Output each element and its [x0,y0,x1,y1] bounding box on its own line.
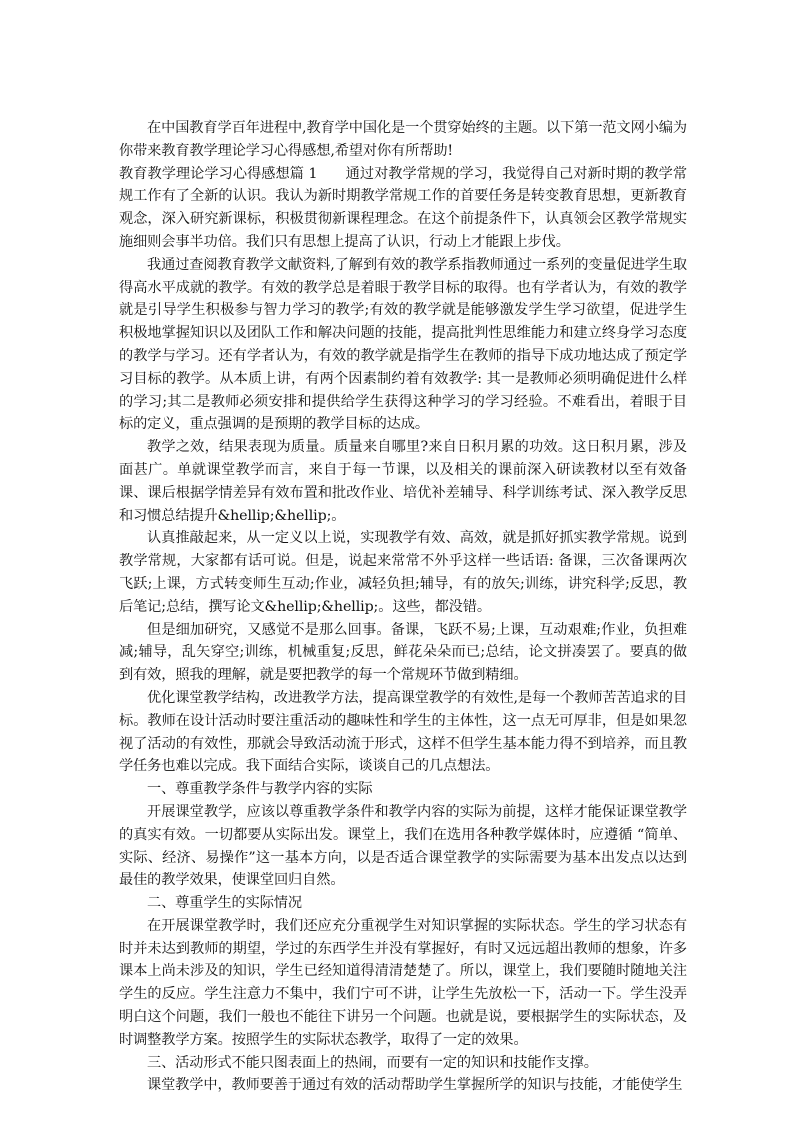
paragraph-2: 我通过查阅教育教学文献资料,了解到有效的教学系指教师通过一系列的变量促进学生取得高水平成就的教学。有效的教学总是着眼于教学目标的取得。也有学者认为，有效的教学就是引导学生积极参与智力学习的教学;有效的教学就是能够激发学生学习欲望，促进学生积极地掌握知识以及团队工作和解决问题的技能，提高批判性思维能力和建立终身学习态度的教学与学习。还有学者认为，有效的教学就是指学生在教师的指导下成功地达成了预定学习目标的教学。从本质上讲，有两个因素制约着有效教学: 其一是教师必须明确促进什么样的学习;其二是教师必须安排和提供给学生获得这种学习的学习经验。不难看出，着眼于目标的定义，重点强调的是预期的教学目标的达成。 [119,256,687,433]
section-heading-3: 三、活动形式不能只图表面上的热闹，而要有一定的知识和技能作支撑。 [147,1054,598,1071]
paragraph-7: 开展课堂教学，应该以尊重教学条件和教学内容的实际为前提，这样才能保证课堂教学的真实有效。一切都要从实际出发。课堂上，我们在选用各种教学媒体时，应遵循 “简单、实际、经济、易操作”这一基本方向，以是否适合课堂教学的实际需要为基本出发点以达到最佳的教学效果，使课堂回归自然。 [119,803,687,889]
paragraph-6: 优化课堂教学结构，改进教学方法，提高课堂教学的有效性,是每一个教师苦苦追求的目标。教师在设计活动时要注重活动的趣味性和学生的主体性，这一点无可厚非，但是如果忽视了活动的有效性，那就会导致活动流于形式，这样不但学生基本能力得不到培养，而且教学任务也难以完成。我下面结合实际，谈谈自己的几点想法。 [119,689,687,775]
intro-paragraph: 在中国教育学百年进程中,教育学中国化是一个贯穿始终的主题。以下第一范文网小编为你带来教育教学理论学习心得感想,希望对你有所帮助! [119,120,687,159]
essay-first-paragraph [119,163,687,254]
essay-title: 教育教学理论学习心得感想篇 1 [119,165,318,182]
section-heading-1: 一、尊重教学条件与教学内容的实际 [147,781,373,798]
paragraph-3: 教学之效，结果表现为质量。质量来自哪里?来自日积月累的功效。这日积月累，涉及面甚广。单就课堂教学而言，来自于每一节课，以及相关的课前深入研读教材以至有效备课、课后根据学情差异有效布置和批改作业、培优补差辅导、科学训练考试、深入教学反思和习惯总结提升&hellip;&hellip;。 [119,439,687,524]
paragraph-9: 课堂教学中，教师要善于通过有效的活动帮助学生掌握所学的知识与技能，才能使学生 [147,1077,683,1094]
paragraph-1-text: 通过对教学常规的学习，我觉得自己对新时期的教学常规工作有了全新的认识。我认为新时期教学常规工作的首要任务是转变教育思想，更新教育观念，深入研究新课标，积极贯彻新课程理念。在这个前提条件下，认真领会区教学常规实施细则会事半功倍。我们只有思想上提高了认识，行动上才能跟上步伐。 [119,165,687,250]
document-body [119,117,687,1097]
paragraph-5: 但是细加研究，又感觉不是那么回事。备课，飞跃不易;上课，互动艰难;作业，负担难减;辅导，乱矢穿空;训练，机械重复;反思，鲜花朵朵而已;总结，论文拼凑罢了。要真的做到有效，照我的理解，就是要把教学的每一个常规环节做到精细。 [119,621,687,684]
section-heading-2: 二、尊重学生的实际情况 [147,895,302,912]
paragraph-8: 在开展课堂教学时，我们还应充分重视学生对知识掌握的实际状态。学生的学习状态有时并未达到教师的期望，学过的东西学生并没有掌握好，有时又远远超出教师的想象，许多课本上尚未涉及的知识，学生已经知道得清清楚楚了。所以，课堂上，我们要随时随地关注学生的反应。学生注意力不集中，我们宁可不讲，让学生先放松一下，活动一下。学生没弄明白这个问题，我们一般也不能往下讲另一个问题。也就是说，要根据学生的实际状态，及时调整教学方案。按照学生的实际状态教学，取得了一定的效果。 [119,917,687,1048]
paragraph-4: 认真推敲起来，从一定义以上说，实现教学有效、高效，就是抓好抓实教学常规。说到教学常规，大家都有话可说。但是，说起来常常不外乎这样一些话语: 备课，三次备课两次飞跃;上课，方式转变师生互动;作业，减轻负担;辅导，有的放矢;训练，讲究科学;反思，教后笔记;总结，撰写论文&hellip;&hellip;。这些，都没错。 [119,530,687,615]
